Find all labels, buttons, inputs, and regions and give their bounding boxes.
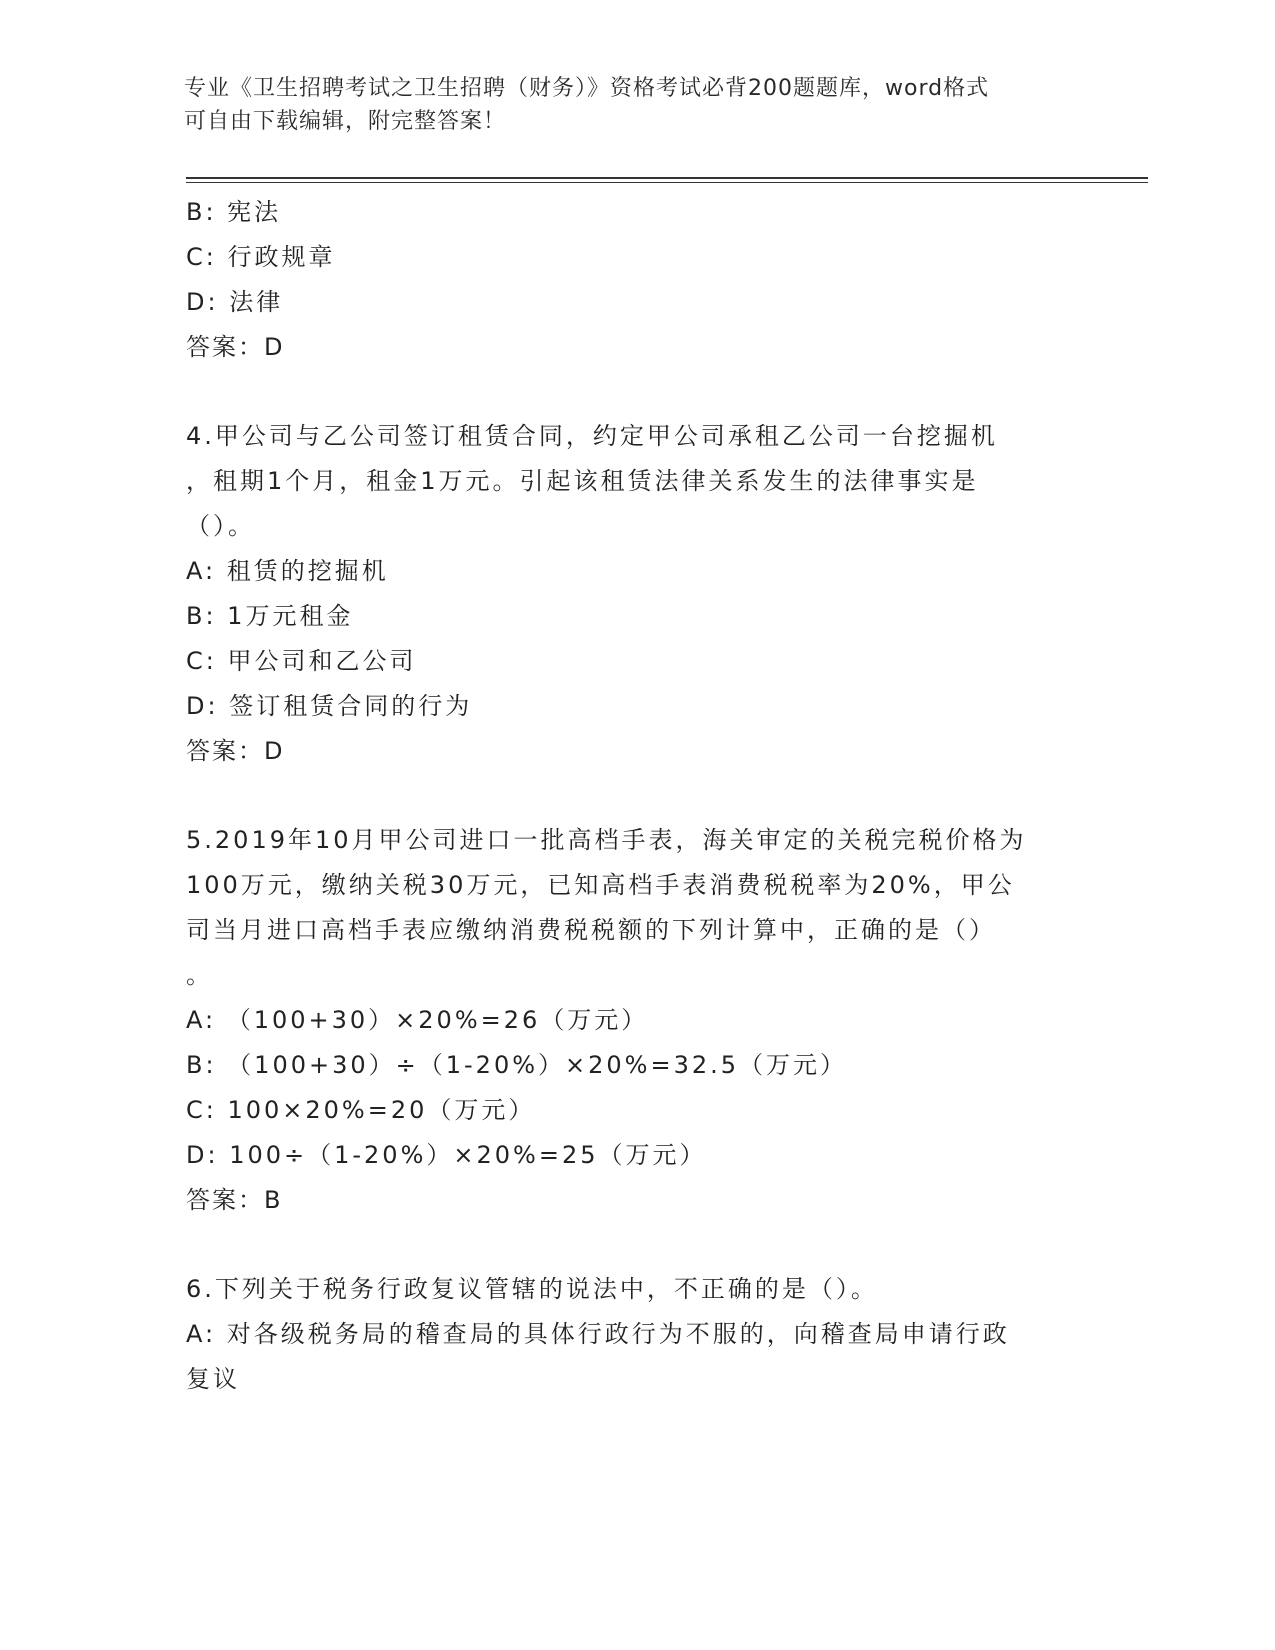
option-a: A: （100+30）×20%=26（万元） xyxy=(186,1006,649,1034)
option-a-continued: 复议 xyxy=(186,1365,240,1393)
option-d: D: 法律 xyxy=(186,288,284,316)
question-stem-line: 5.2019年10月甲公司进口一批高档手表，海关审定的关税完税价格为 xyxy=(186,826,1027,854)
option-d: D: 签订租赁合同的行为 xyxy=(186,692,473,720)
question-stem-line: 。 xyxy=(186,961,213,989)
answer-line: 答案：D xyxy=(186,333,285,361)
question-3-continued xyxy=(186,190,1086,370)
question-stem-line: （）。 xyxy=(186,512,255,540)
header-divider-thick xyxy=(186,177,1148,179)
question-stem-line: 6.下列关于税务行政复议管辖的说法中，不正确的是（）。 xyxy=(186,1275,878,1303)
question-stem-line: 司当月进口高档手表应缴纳消费税税额的下列计算中，正确的是（） xyxy=(186,916,996,944)
question-stem-line: 100万元，缴纳关税30万元，已知高档手表消费税税率为20%，甲公 xyxy=(186,871,1015,899)
spacer xyxy=(186,774,1086,818)
option-b: B: 1万元租金 xyxy=(186,602,354,630)
option-a: A: 对各级税务局的稽查局的具体行政行为不服的，向稽查局申请行政 xyxy=(186,1320,1010,1348)
option-c: C: 行政规章 xyxy=(186,243,336,271)
option-d: D: 100÷（1-20%）×20%=25（万元） xyxy=(186,1141,707,1169)
option-c: C: 100×20%=20（万元） xyxy=(186,1096,536,1124)
option-c: C: 甲公司和乙公司 xyxy=(186,647,417,675)
question-6 xyxy=(186,1267,1086,1402)
spacer xyxy=(186,370,1086,414)
answer-line: 答案：B xyxy=(186,1186,283,1214)
document-header xyxy=(184,72,1084,138)
question-stem-line: 4.甲公司与乙公司签订租赁合同，约定甲公司承租乙公司一台挖掘机 xyxy=(186,422,998,450)
question-stem-line: ，租期1个月，租金1万元。引起该租赁法律关系发生的法律事实是 xyxy=(186,467,979,495)
answer-line: 答案：D xyxy=(186,737,285,765)
question-4 xyxy=(186,414,1086,774)
question-list xyxy=(186,190,1086,1402)
header-title-line-2: 可自由下载编辑，附完整答案！ xyxy=(184,109,507,134)
option-b: B: （100+30）÷（1-20%）×20%=32.5（万元） xyxy=(186,1051,848,1079)
option-b: B: 宪法 xyxy=(186,198,282,226)
header-title-line-1: 专业《卫生招聘考试之卫生招聘（财务）》资格考试必背200题题库，word格式 xyxy=(184,76,990,101)
header-divider-thin xyxy=(186,182,1148,183)
spacer xyxy=(186,1223,1086,1267)
option-a: A: 租赁的挖掘机 xyxy=(186,557,389,585)
question-5 xyxy=(186,818,1086,1223)
